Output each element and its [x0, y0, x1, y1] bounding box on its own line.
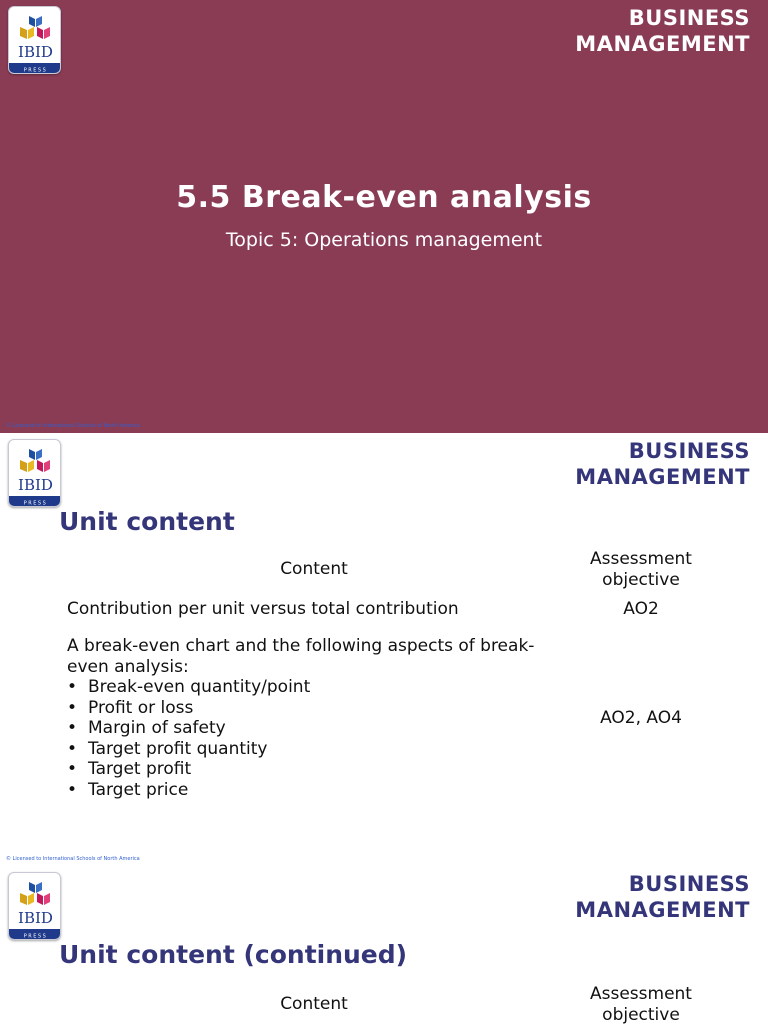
table-row-ao: AO2 [623, 599, 659, 619]
list-item: • Break-even quantity/point [67, 677, 534, 698]
brand-line2: MANAGEMENT [575, 465, 750, 489]
list-item: • Target price [67, 780, 534, 801]
column-header-content: Content [280, 994, 348, 1014]
row-text-line: even analysis: [67, 656, 189, 677]
brand-title [575, 871, 750, 923]
brand-line1: BUSINESS [628, 6, 750, 30]
row-text-line: A break-even chart and the following aspects of break- [67, 636, 535, 656]
column-header-assessment [566, 549, 716, 591]
ibid-logo [8, 6, 61, 74]
section-heading: Unit content (continued) [59, 940, 408, 969]
brand-title [575, 438, 750, 490]
section-heading: Unit content [59, 507, 235, 536]
brand-line2: MANAGEMENT [575, 32, 750, 56]
brand-line1: BUSINESS [628, 872, 750, 896]
table-row-ao: AO2, AO4 [600, 708, 682, 728]
column-header-content: Content [280, 559, 348, 579]
logo-subtext: PRESS [23, 67, 48, 74]
logo-text: IBID [18, 476, 53, 494]
table-row-content: Contribution per unit versus total contribution [67, 599, 459, 619]
logo-text: IBID [18, 43, 53, 61]
brand-title [575, 5, 750, 57]
brand-line1: BUSINESS [628, 439, 750, 463]
logo-subtext: PRESS [23, 500, 48, 507]
column-header-assessment-line2: objective [602, 570, 680, 590]
slide-subtitle: Topic 5: Operations management [225, 229, 543, 251]
logo-subtext: PRESS [23, 933, 48, 940]
aspect-list [67, 677, 534, 800]
column-header-assessment-line1: Assessment [590, 984, 692, 1004]
license-notice: © Licensed to International Schools of North America [6, 423, 140, 429]
list-item: • Profit or loss [67, 698, 534, 719]
column-header-assessment-line2: objective [602, 1005, 680, 1024]
brand-line2: MANAGEMENT [575, 898, 750, 922]
list-item: • Margin of safety [67, 718, 534, 739]
column-header-assessment [566, 984, 716, 1024]
unit-content-continued-slide [0, 866, 768, 1024]
column-header-assessment-line1: Assessment [590, 549, 692, 569]
unit-content-slide [0, 433, 768, 866]
logo-text: IBID [18, 909, 53, 927]
list-item: • Target profit [67, 759, 534, 780]
list-item: • Target profit quantity [67, 739, 534, 760]
license-notice: © Licensed to International Schools of North America [6, 856, 140, 862]
slide-title: 5.5 Break-even analysis [176, 180, 592, 215]
title-slide [0, 0, 768, 433]
ibid-logo [8, 439, 61, 507]
table-row-content [67, 636, 534, 800]
ibid-logo [8, 872, 61, 940]
